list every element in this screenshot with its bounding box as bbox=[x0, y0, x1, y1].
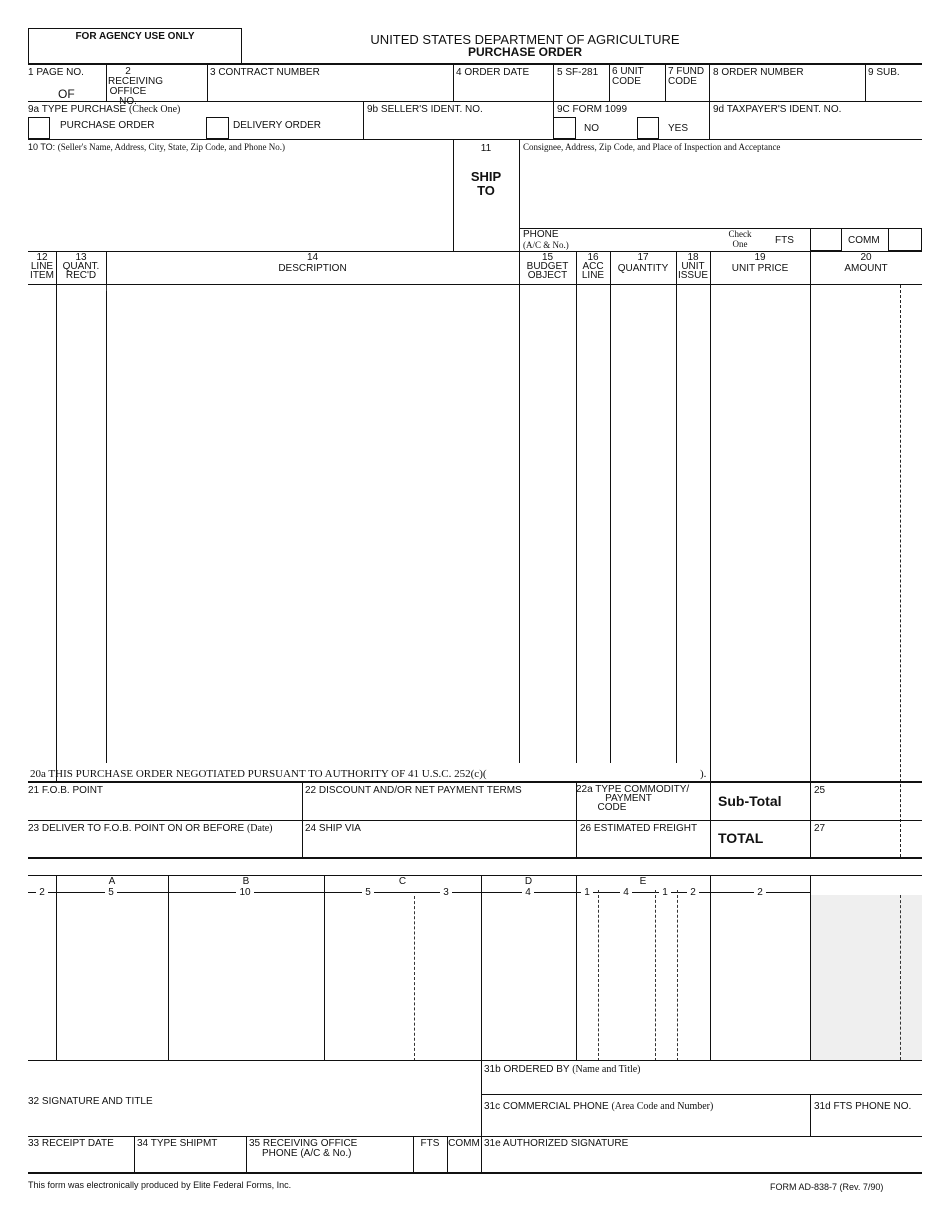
subtotal-label: Sub-Total bbox=[718, 793, 782, 809]
quant-header-1: QUANT. bbox=[62, 261, 100, 272]
fts-checkbox[interactable] bbox=[810, 228, 842, 251]
phone-detail: (A/C & No.) bbox=[523, 240, 569, 250]
amount-header-no: 20 bbox=[860, 252, 872, 263]
acc-header-2: LINE bbox=[581, 270, 605, 281]
type-shipment-label: 34 TYPE SHIPMT bbox=[137, 1138, 218, 1149]
fts-phone-label: 31d FTS PHONE NO. bbox=[814, 1101, 912, 1112]
authorized-signature-label: 31e AUTHORIZED SIGNATURE bbox=[484, 1138, 629, 1149]
quantity-header-no: 17 bbox=[637, 252, 649, 263]
acct-width-2c: 2 bbox=[754, 887, 766, 898]
unit-issue-header-1: UNIT bbox=[681, 261, 705, 272]
acct-width-2a: 2 bbox=[36, 887, 48, 898]
type-purchase-label: 9a TYPE PURCHASE (Check One) bbox=[28, 104, 181, 115]
budget-header-2: OBJECT bbox=[527, 270, 568, 281]
quant-header-no: 13 bbox=[75, 252, 87, 263]
agency-use-label: FOR AGENCY USE ONLY bbox=[75, 31, 195, 42]
sf281-label: 5 SF-281 bbox=[557, 67, 599, 78]
commodity-label-2: PAYMENT bbox=[605, 793, 652, 804]
estimated-freight-label: 26 ESTIMATED FREIGHT bbox=[580, 823, 698, 834]
department-name: UNITED STATES DEPARTMENT OF AGRICULTURE bbox=[370, 32, 680, 47]
commercial-phone-label: 31c COMMERCIAL PHONE (Area Code and Number) bbox=[484, 1101, 714, 1112]
acct-col-b: B bbox=[242, 876, 250, 887]
fob-point-label: 21 F.O.B. POINT bbox=[28, 785, 104, 796]
purchase-order-checkbox[interactable] bbox=[28, 117, 50, 139]
commodity-label-3: CODE bbox=[597, 802, 627, 813]
line-item-tick-left bbox=[106, 285, 107, 291]
purchase-order-option: PURCHASE ORDER bbox=[60, 120, 155, 131]
discount-terms-label: 22 DISCOUNT AND/OR NET PAYMENT TERMS bbox=[305, 785, 522, 796]
commodity-label-1: 22a TYPE COMMODITY/ bbox=[576, 784, 690, 795]
acct-width-1b: 1 bbox=[659, 887, 671, 898]
acct-col-e: E bbox=[639, 876, 647, 887]
description-header: DESCRIPTION bbox=[278, 263, 347, 274]
ship-label: SHIP bbox=[470, 169, 502, 184]
acct-width-4b: 4 bbox=[620, 887, 632, 898]
ordered-by-label: 31b ORDERED BY (Name and Title) bbox=[484, 1064, 641, 1075]
form-title: PURCHASE ORDER bbox=[467, 45, 582, 59]
acct-width-2b: 2 bbox=[687, 887, 699, 898]
receiving-phone-label-2: PHONE (A/C & No.) bbox=[262, 1148, 352, 1159]
subtotal-number: 25 bbox=[814, 785, 826, 796]
acct-width-1a: 1 bbox=[581, 887, 593, 898]
sub-label: 9 SUB. bbox=[868, 67, 900, 78]
to-label: 10 TO: (Seller's Name, Address, City, State, Zip Code, and Phone No.) bbox=[28, 142, 285, 152]
acc-header-1: ACC bbox=[582, 261, 604, 272]
fts-option: FTS bbox=[775, 235, 794, 246]
total-label: TOTAL bbox=[718, 830, 764, 846]
authority-statement: 20a THIS PURCHASE ORDER NEGOTIATED PURSUANT TO AUTHORITY OF 41 U.S.C. 252(c)( bbox=[30, 768, 487, 780]
seller-ident-label: 9b SELLER'S IDENT. NO. bbox=[367, 104, 483, 115]
unit-code-label: 6 UNIT CODE bbox=[612, 66, 644, 87]
acct-width-5a: 5 bbox=[105, 887, 117, 898]
order-date-label: 4 ORDER DATE bbox=[456, 67, 530, 78]
acct-width-5b: 5 bbox=[362, 887, 374, 898]
consignee-label: Consignee, Address, Zip Code, and Place of Inspection and Acceptance bbox=[523, 142, 781, 152]
unit-price-header: UNIT PRICE bbox=[731, 263, 789, 274]
unit-issue-header-no: 18 bbox=[687, 252, 699, 263]
fund-code-label: 7 FUND CODE bbox=[668, 66, 705, 87]
line-item-header-1: LINE bbox=[30, 261, 54, 272]
authority-close: ). bbox=[700, 768, 707, 780]
unit-price-header-no: 19 bbox=[754, 252, 766, 263]
line-item-header-2: ITEM bbox=[30, 270, 54, 281]
phone-label: PHONE bbox=[523, 229, 559, 240]
acct-col-a: A bbox=[108, 876, 116, 887]
budget-header-1: BUDGET bbox=[526, 261, 569, 272]
delivery-order-checkbox[interactable] bbox=[206, 117, 229, 139]
amount-cents-divider bbox=[900, 285, 901, 857]
fts-phone-option: FTS bbox=[420, 1138, 440, 1149]
page-no-label: 1 PAGE NO. bbox=[28, 67, 84, 78]
budget-header-no: 15 bbox=[541, 252, 554, 263]
amount-header: AMOUNT bbox=[844, 263, 888, 274]
deliver-date-label: 23 DELIVER TO F.O.B. POINT ON OR BEFORE (Date) bbox=[28, 823, 273, 834]
comm-option: COMM bbox=[848, 235, 880, 246]
receiving-phone-label-1: 35 RECEIVING OFFICE bbox=[249, 1138, 358, 1149]
accounting-shaded-column bbox=[811, 895, 922, 1060]
page-of-label: OF bbox=[58, 87, 75, 101]
check-label: Check bbox=[728, 229, 752, 239]
acct-width-4a: 4 bbox=[522, 887, 534, 898]
delivery-order-option: DELIVERY ORDER bbox=[233, 120, 321, 131]
to-ship-label: TO bbox=[477, 183, 495, 198]
one-label: One bbox=[732, 239, 748, 249]
form-id: FORM AD-838-7 (Rev. 7/90) bbox=[770, 1182, 884, 1192]
contract-number-label: 3 CONTRACT NUMBER bbox=[210, 67, 320, 78]
acc-header-no: 16 bbox=[587, 252, 599, 263]
quant-header-2: REC'D bbox=[65, 270, 97, 281]
taxpayer-ident-label: 9d TAXPAYER'S IDENT. NO. bbox=[713, 104, 842, 115]
order-number-label: 8 ORDER NUMBER bbox=[713, 67, 804, 78]
comm-phone-option: COMM bbox=[448, 1138, 480, 1149]
description-header-no: 14 bbox=[306, 252, 319, 263]
acct-col-c: C bbox=[398, 876, 407, 887]
producer-note: This form was electronically produced by Elite Federal Forms, Inc. bbox=[28, 1180, 292, 1190]
form-1099-no-checkbox[interactable] bbox=[553, 117, 576, 139]
form-1099-label: 9C FORM 1099 bbox=[557, 104, 628, 115]
comm-checkbox[interactable] bbox=[888, 228, 922, 251]
acct-width-10: 10 bbox=[236, 887, 254, 898]
quantity-header: QUANTITY bbox=[617, 263, 669, 274]
line-item-header-no: 12 bbox=[36, 252, 48, 263]
unit-issue-header-2: ISSUE bbox=[677, 270, 708, 281]
acct-width-3: 3 bbox=[440, 887, 452, 898]
receipt-date-label: 33 RECEIPT DATE bbox=[28, 1138, 114, 1149]
ship-to-number: 11 bbox=[480, 143, 492, 154]
signature-title-label: 32 SIGNATURE AND TITLE bbox=[28, 1096, 153, 1107]
form-1099-yes-option: YES bbox=[668, 123, 689, 134]
header-rule bbox=[28, 63, 922, 65]
form-1099-yes-checkbox[interactable] bbox=[637, 117, 659, 139]
ship-via-label: 24 SHIP VIA bbox=[305, 823, 361, 834]
acct-col-d: D bbox=[524, 876, 533, 887]
form-1099-no-option: NO bbox=[584, 123, 599, 134]
receiving-office-label: 2 RECEIVING OFFICE bbox=[108, 66, 164, 97]
total-number: 27 bbox=[814, 823, 826, 834]
